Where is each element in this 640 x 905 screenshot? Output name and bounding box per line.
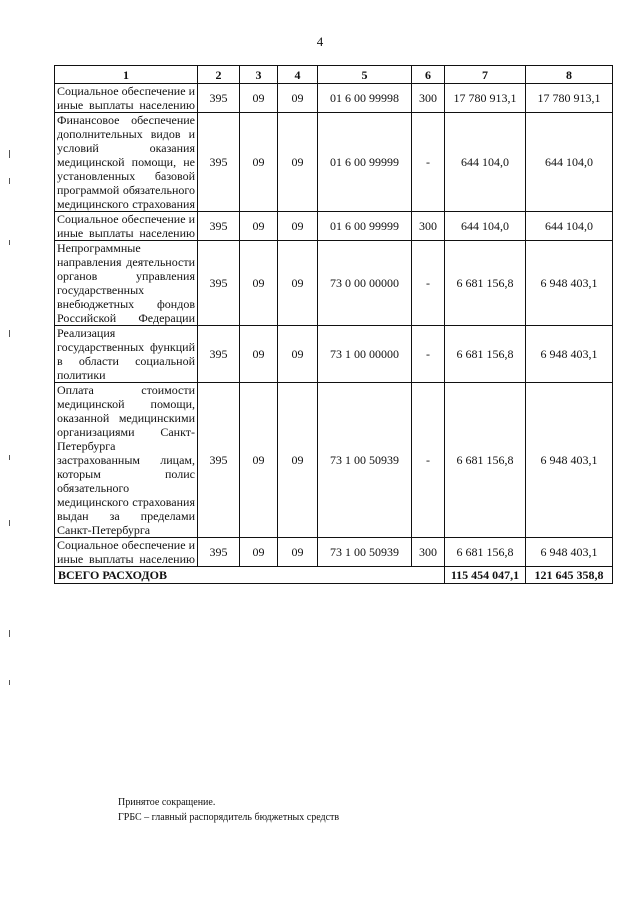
amount-year-2: 644 104,0	[526, 113, 613, 212]
subsection-code: 09	[278, 383, 318, 538]
amount-year-2: 6 948 403,1	[526, 241, 613, 326]
amount-year-1: 6 681 156,8	[445, 538, 526, 567]
column-header: 1	[55, 66, 198, 84]
total-row	[55, 567, 613, 584]
expense-type-code: -	[412, 113, 445, 212]
section-code: 09	[240, 84, 278, 113]
target-article-code: 73 1 00 50939	[318, 383, 412, 538]
grbs-code: 395	[198, 383, 240, 538]
subsection-code: 09	[278, 113, 318, 212]
target-article-code: 01 6 00 99998	[318, 84, 412, 113]
section-code: 09	[240, 212, 278, 241]
grbs-code: 395	[198, 241, 240, 326]
column-header: 2	[198, 66, 240, 84]
total-amount-year-2: 121 645 358,8	[526, 567, 613, 584]
expense-name: Финансовое обеспечение дополнительных видов и условий оказания медицинской помощи, не установленных базовой программой обязательного медицинского страхования	[55, 113, 198, 212]
amount-year-1: 644 104,0	[445, 113, 526, 212]
page-number: 4	[316, 34, 324, 49]
column-header: 5	[318, 66, 412, 84]
amount-year-2: 6 948 403,1	[526, 326, 613, 383]
table-row	[55, 383, 613, 538]
subsection-code: 09	[278, 241, 318, 326]
subsection-code: 09	[278, 212, 318, 241]
amount-year-1: 6 681 156,8	[445, 326, 526, 383]
expense-name: Непрограммные направления деятельности органов управления государственных внебюджетных фондов Российской Федерации	[55, 241, 198, 326]
table-header-row	[55, 66, 613, 84]
amount-year-1: 6 681 156,8	[445, 383, 526, 538]
grbs-code: 395	[198, 113, 240, 212]
footnote-abbreviation: ГРБС – главный распорядитель бюджетных средств	[118, 812, 340, 823]
amount-year-2: 644 104,0	[526, 212, 613, 241]
table-row	[55, 84, 613, 113]
budget-table	[54, 65, 613, 584]
expense-type-code: -	[412, 383, 445, 538]
amount-year-2: 6 948 403,1	[526, 383, 613, 538]
section-code: 09	[240, 326, 278, 383]
target-article-code: 01 6 00 99999	[318, 212, 412, 241]
expense-name: Оплата стоимости медицинской помощи, оказанной медицинскими организациями Санкт-Петербурга застрахованным лицам, которым полис обязательного медицинского страхования выдан за пределами Санкт-Петербурга	[55, 383, 198, 538]
subsection-code: 09	[278, 326, 318, 383]
expense-type-code: 300	[412, 212, 445, 241]
subsection-code: 09	[278, 538, 318, 567]
amount-year-1: 644 104,0	[445, 212, 526, 241]
target-article-code: 73 1 00 50939	[318, 538, 412, 567]
target-article-code: 01 6 00 99999	[318, 113, 412, 212]
amount-year-2: 17 780 913,1	[526, 84, 613, 113]
target-article-code: 73 1 00 00000	[318, 326, 412, 383]
grbs-code: 395	[198, 326, 240, 383]
amount-year-1: 17 780 913,1	[445, 84, 526, 113]
expense-name: Реализация государственных функций в области социальной политики	[55, 326, 198, 383]
expense-type-code: -	[412, 326, 445, 383]
expense-type-code: 300	[412, 538, 445, 567]
column-header: 8	[526, 66, 613, 84]
total-label: ВСЕГО РАСХОДОВ	[55, 567, 445, 584]
expense-name: Социальное обеспечение и иные выплаты населению	[55, 212, 198, 241]
table-row	[55, 538, 613, 567]
table-row	[55, 326, 613, 383]
expense-type-code: -	[412, 241, 445, 326]
amount-year-1: 6 681 156,8	[445, 241, 526, 326]
grbs-code: 395	[198, 84, 240, 113]
expense-type-code: 300	[412, 84, 445, 113]
target-article-code: 73 0 00 00000	[318, 241, 412, 326]
table-row	[55, 113, 613, 212]
section-code: 09	[240, 113, 278, 212]
footnote	[118, 795, 339, 825]
expense-name: Социальное обеспечение и иные выплаты населению	[55, 84, 198, 113]
column-header: 3	[240, 66, 278, 84]
grbs-code: 395	[198, 538, 240, 567]
column-header: 4	[278, 66, 318, 84]
table-row	[55, 241, 613, 326]
expense-name: Социальное обеспечение и иные выплаты населению	[55, 538, 198, 567]
amount-year-2: 6 948 403,1	[526, 538, 613, 567]
footnote-heading: Принятое сокращение.	[118, 797, 216, 808]
column-header: 6	[412, 66, 445, 84]
table-row	[55, 212, 613, 241]
grbs-code: 395	[198, 212, 240, 241]
column-header: 7	[445, 66, 526, 84]
section-code: 09	[240, 538, 278, 567]
subsection-code: 09	[278, 84, 318, 113]
total-amount-year-1: 115 454 047,1	[445, 567, 526, 584]
section-code: 09	[240, 241, 278, 326]
section-code: 09	[240, 383, 278, 538]
